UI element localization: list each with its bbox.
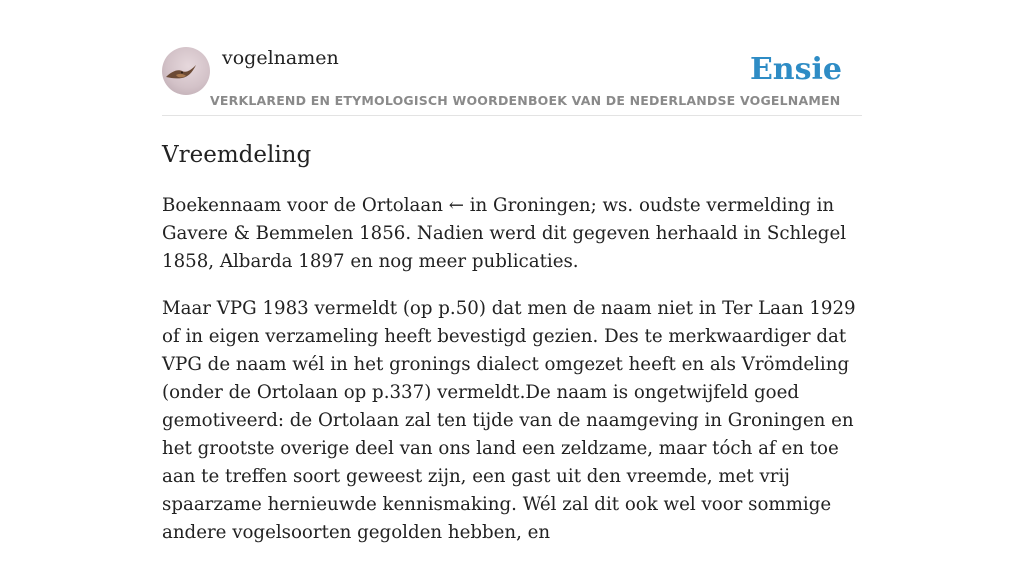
bird-photo-avatar-icon[interactable] (162, 47, 210, 95)
article-paragraph-2: Maar VPG 1983 vermeldt (op p.50) dat men de naam niet in Ter Laan 1929 of in eigen verzameling heeft bevestigd gezien. Des te merkwaardiger dat VPG de naam wél in het gronings dialect omgezet heeft en als Vrömdeling (onder de Ortolaan op p.337) vermeldt.De naam is ongetwijfeld goed gemotiveerd: de Ortolaan zal ten tijde van de naamgeving in Groningen en het grootste overige deel van ons land een zeldzame, maar tóch af en toe aan te treffen soort geweest zijn, een gast uit den vreemde, met vrij spaarzame hernieuwde kennismaking. Wél zal dit ook wel voor sommige andere vogelsoorten gegolden hebben, en (162, 298, 856, 543)
blog-name-link[interactable]: vogelnamen (222, 47, 339, 69)
article-title: Vreemdeling (162, 142, 312, 168)
blog-subtitle: VERKLAREND EN ETYMOLOGISCH WOORDENBOEK VAN DE NEDERLANDSE VOGELNAMEN (210, 93, 841, 108)
header-divider (162, 115, 862, 116)
article-content (162, 192, 864, 566)
article-paragraph-1: Boekennaam voor de Ortolaan ← in Groningen; ws. oudste vermelding in Gavere & Bemmelen 1856. Nadien werd dit gegeven herhaald in Schlegel 1858, Albarda 1897 en nog meer publicaties. (162, 195, 847, 272)
ensie-logo-link[interactable]: Ensie (749, 52, 842, 87)
